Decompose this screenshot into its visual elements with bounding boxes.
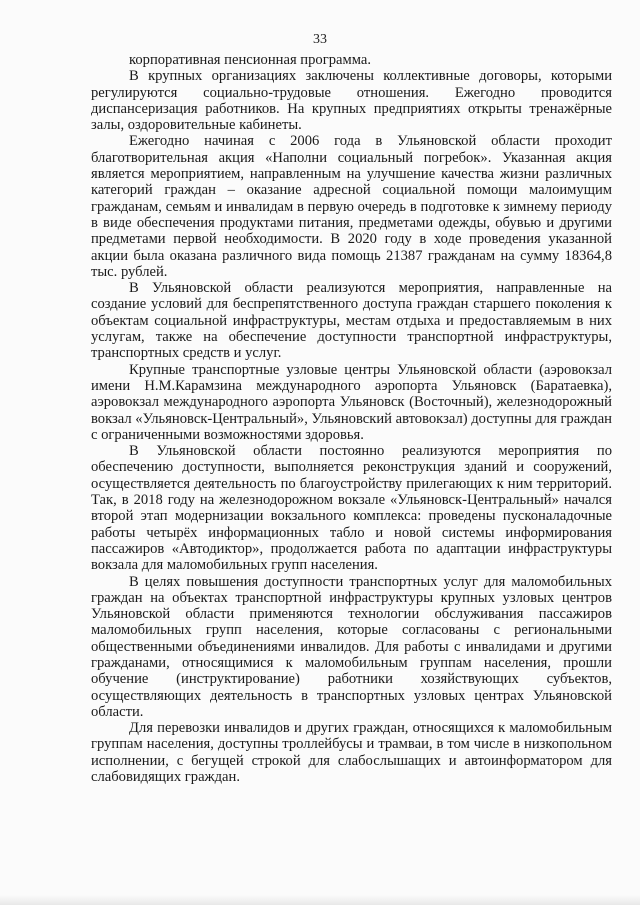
paragraph-1: корпоративная пенсионная программа. (129, 52, 371, 68)
paragraph-7: В целях повышения доступности транспортных услуг для маломобильных граждан на объектах транспортной инфраструктуры крупных узловых центров Ульяновской области применяются технологии обслуживания пассажиров маломобильных групп населения, которые согласованы с региональными общественными объединениями инвалидов. Для работы с инвалидами и другими гражданами, относящимися к маломобильным группам населения, прошли обучение (инструктирование) работники хозяйствующих субъектов, осуществляющих деятельность в транспортных узловых центрах Ульяновской области. (91, 573, 612, 720)
page-number: 33 (313, 32, 327, 47)
document-body (91, 52, 612, 785)
paragraph-8: Для перевозки инвалидов и других граждан, относящихся к маломобильным группам населения, доступны троллейбусы и трамваи, в том числе в низкопольном исполнении, с бегущей строкой для слабослышащих и автоинформатором для слабовидящих граждан. (91, 720, 612, 786)
paragraph-2: В крупных организациях заключены коллективные договоры, которыми регулируются социально-трудовые отношения. Ежегодно проводится диспансеризация работников. На крупных предприятиях открыты тренажёрные залы, оздоровительные кабинеты. (91, 68, 612, 134)
paragraph-6: В Ульяновской области постоянно реализуются мероприятия по обеспечению доступности, выполняется реконструкция зданий и сооружений, осуществляется деятельность по благоустройству прилегающих к ним территорий. Так, в 2018 году на железнодорожном вокзале «Ульяновск-Центральный» начался второй этап модернизации вокзального комплекса: проведены пусконаладочные работы четырёх информационных табло и новой системы информирования пассажиров «Автодиктор», продолжается работа по адаптации инфраструктуры вокзала для маломобильных групп населения. (91, 443, 612, 574)
paragraph-4: В Ульяновской области реализуются мероприятия, направленные на создание условий для беспрепятственного доступа граждан старшего поколения к объектам социальной инфраструктуры, местам отдыха и предоставляемым в них услугам, также на обеспечение доступности транспортной инфраструктуры, транспортных средств и услуг. (91, 280, 612, 362)
paragraph-5: Крупные транспортные узловые центры Ульяновской области (аэровокзал имени Н.М.Карамзина международного аэропорта Ульяновск (Баратаевка), аэровокзал международного аэропорта Ульяновск (Восточный), железнодорожный вокзал «Ульяновск-Центральный», Ульяновский автовокзал) доступны для граждан с ограниченными возможностями здоровья. (91, 361, 612, 443)
page-bottom-edge (0, 895, 640, 905)
paragraph-3: Ежегодно начиная с 2006 года в Ульяновской области проходит благотворительная акция «Наполни социальный погребок». Указанная акция является мероприятием, направленным на улучшение качества жизни различных категорий граждан – оказание адресной социальной помощи малоимущим гражданам, семьям и инвалидам в первую очередь в подготовке к зимнему периоду в виде обеспечения продуктами питания, предметами одежды, обувью и другими предметами первой необходимости. В 2020 году в ходе проведения указанной акции была оказана различного вида помощь 21387 гражданам на сумму 18364,8 тыс. рублей. (91, 133, 612, 280)
